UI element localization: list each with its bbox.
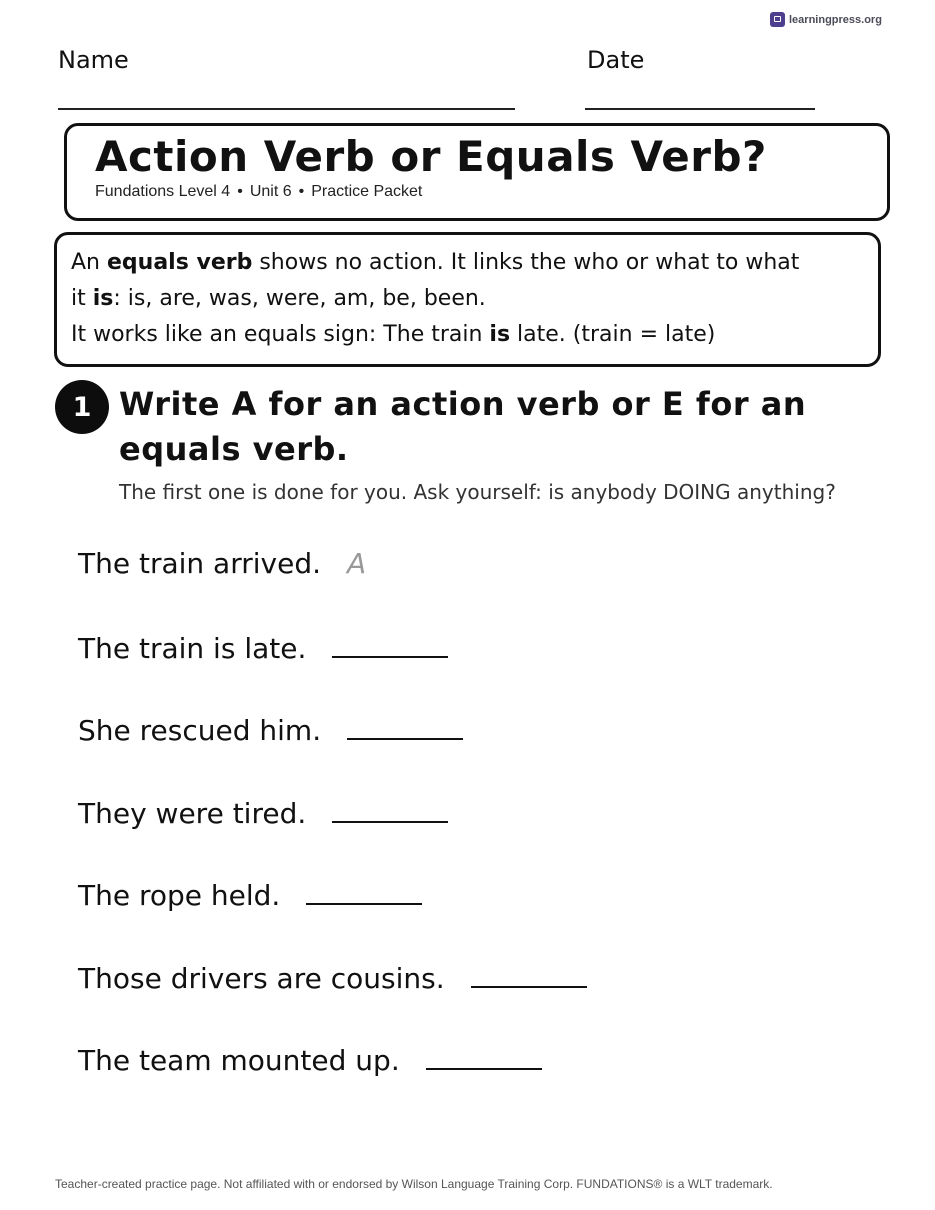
answer-blank[interactable] (306, 877, 422, 905)
text-span: An (71, 250, 107, 275)
text-span: It works like an equals sign: The train (71, 322, 490, 347)
sentence-text: They were tired. (78, 797, 307, 830)
subtitle-unit: Unit 6 (249, 183, 292, 200)
page-title: Action Verb or Equals Verb? (95, 132, 767, 181)
sentence-item (78, 712, 463, 747)
answer-blank[interactable] (332, 630, 448, 658)
sentence-text: The train is late. (78, 632, 307, 665)
text-span: it (71, 286, 93, 311)
answer-blank[interactable] (347, 712, 463, 740)
sentence-text: The team mounted up. (78, 1044, 400, 1077)
name-line[interactable] (58, 108, 515, 110)
sentence-item (78, 630, 448, 665)
date-label: Date (587, 46, 645, 74)
page-subtitle (95, 183, 422, 201)
date-line[interactable] (585, 108, 815, 110)
brand-text: learningpress.org (789, 13, 882, 26)
answer-blank[interactable] (332, 795, 448, 823)
subtitle-level: Fundations Level 4 (95, 183, 231, 200)
sentence-item (78, 877, 422, 912)
sentence-text: She rescued him. (78, 714, 322, 747)
sentence-text: Those drivers are cousins. (78, 962, 445, 995)
question-instructions: The first one is done for you. Ask yourself: is anybody DOING anything? (119, 480, 836, 504)
sentence-text: The train arrived. (78, 547, 321, 580)
text-span: shows no action. It links the who or what to what (252, 250, 800, 275)
question-number-badge: 1 (55, 380, 109, 434)
question-heading: Write A for an action verb or E for an equals verb. (119, 385, 807, 468)
definition-box (54, 232, 881, 367)
book-icon (770, 12, 785, 27)
text-span: : is, are, was, were, am, be, been. (113, 286, 486, 311)
sentence-item (78, 547, 366, 580)
example-answer: A (347, 547, 367, 580)
brand-logo (770, 12, 882, 27)
definition-line-2 (71, 281, 864, 317)
text-span: late. (train = late) (510, 322, 716, 347)
sentence-item (78, 1042, 542, 1077)
name-label: Name (58, 46, 129, 74)
sentence-item (78, 795, 448, 830)
answer-blank[interactable] (471, 960, 587, 988)
bold-term: is (92, 286, 114, 311)
bold-term: is (489, 322, 511, 347)
definition-line-1 (71, 245, 864, 281)
definition-line-3 (71, 317, 864, 353)
sentence-item (78, 960, 587, 995)
separator-dot: • (298, 183, 305, 200)
bold-term: equals verb (107, 250, 253, 275)
sentence-text: The rope held. (78, 879, 281, 912)
answer-blank[interactable] (426, 1042, 542, 1070)
subtitle-packet: Practice Packet (311, 183, 423, 200)
title-box (64, 123, 890, 221)
footer-disclaimer: Teacher-created practice page. Not affiliated with or endorsed by Wilson Language Training Corp. FUNDATIONS® is a WLT trademark. (55, 1177, 773, 1191)
separator-dot: • (237, 183, 243, 200)
